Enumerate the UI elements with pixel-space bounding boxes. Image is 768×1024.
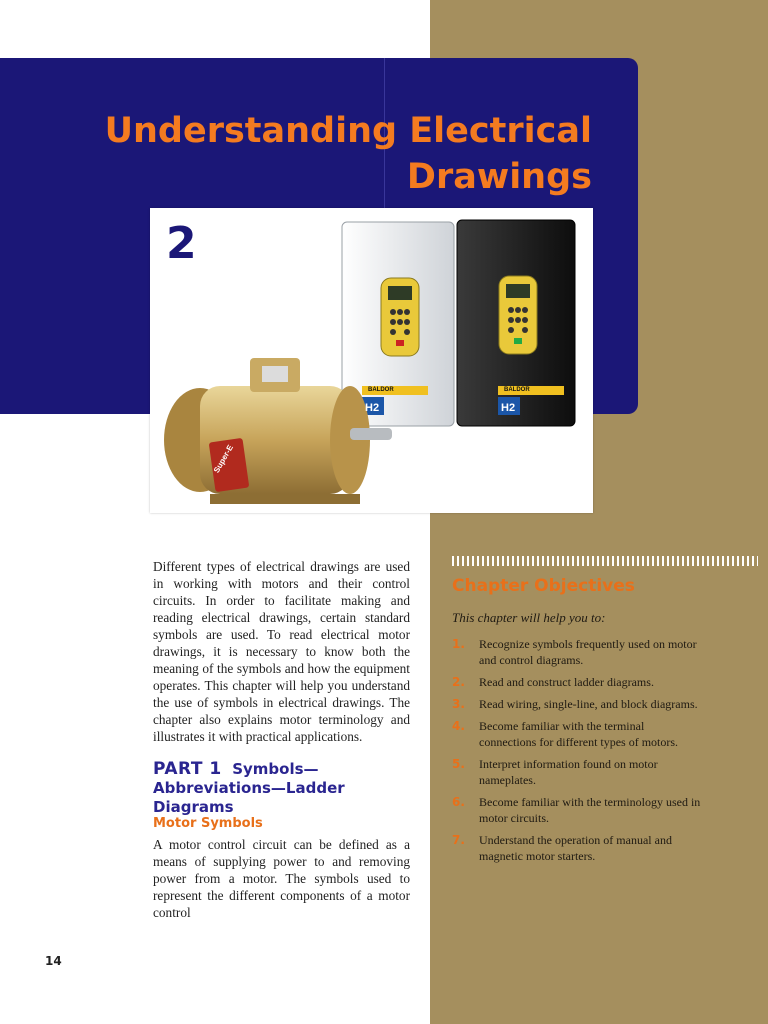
objective-item bbox=[452, 674, 702, 690]
white-drive-brand-label: BALDOR bbox=[368, 387, 394, 393]
chapter-title bbox=[72, 108, 592, 200]
objectives-heading: Chapter Objectives bbox=[452, 576, 635, 596]
objective-item bbox=[452, 636, 702, 668]
part-heading bbox=[153, 760, 423, 817]
black-drive-model-label: H2 bbox=[501, 402, 516, 414]
objective-number: 2. bbox=[452, 675, 465, 689]
objective-item bbox=[452, 696, 702, 712]
objectives-list bbox=[452, 636, 702, 870]
section-heading: Motor Symbols bbox=[153, 816, 263, 831]
objective-item bbox=[452, 756, 702, 788]
objective-item bbox=[452, 718, 702, 750]
motor-brand-label: Super-E bbox=[211, 443, 236, 475]
motor-and-drives-image bbox=[150, 208, 593, 513]
part-title: Symbols—Abbreviations—Ladder Diagrams bbox=[153, 760, 345, 816]
black-drive-brand-label: BALDOR bbox=[504, 387, 530, 393]
objective-text: Interpret information found on motor nameplates. bbox=[479, 757, 658, 787]
part-label: PART 1 bbox=[153, 759, 222, 779]
chapter-title-line-1: Understanding Electrical bbox=[104, 111, 592, 151]
objective-number: 1. bbox=[452, 637, 465, 651]
objectives-intro: This chapter will help you to: bbox=[452, 610, 606, 625]
objective-item bbox=[452, 794, 702, 826]
chapter-number: 2 bbox=[166, 218, 197, 269]
objective-text: Understand the operation of manual and magnetic motor starters. bbox=[479, 833, 672, 863]
intro-paragraph: Different types of electrical drawings are used in working with motors and their control circuits. In order to facilitate making and reading electrical drawings, certain standard symbols are used. To read electrical motor drawings, it is necessary to know both the meaning of the symbols and how the equipment operates. This chapter will help you understand the use of symbols in electrical drawings. The chapter also explains motor terminology and illustrates it with practical applications. bbox=[153, 559, 410, 744]
objective-number: 6. bbox=[452, 795, 465, 809]
objective-text: Recognize symbols frequently used on motor and control diagrams. bbox=[479, 637, 697, 667]
objective-item bbox=[452, 832, 702, 864]
chapter-photo bbox=[150, 208, 593, 513]
page-number: 14 bbox=[45, 954, 62, 968]
objective-number: 7. bbox=[452, 833, 465, 847]
objective-number: 5. bbox=[452, 757, 465, 771]
objective-text: Read wiring, single-line, and block diagrams. bbox=[479, 697, 698, 711]
objective-number: 3. bbox=[452, 697, 465, 711]
objective-text: Become familiar with the terminal connections for different types of motors. bbox=[479, 719, 679, 749]
white-drive-model-label: H2 bbox=[365, 402, 380, 414]
section-paragraph: A motor control circuit can be defined as a means of supplying power to and removing power from a motor. The symbols used to represent the different components of a motor control bbox=[153, 837, 410, 920]
chapter-title-line-2: Drawings bbox=[406, 157, 592, 197]
objective-text: Become familiar with the terminology used in motor circuits. bbox=[479, 795, 701, 825]
objective-number: 4. bbox=[452, 719, 465, 733]
black-drive-unit bbox=[457, 220, 575, 426]
objective-text: Read and construct ladder diagrams. bbox=[479, 675, 654, 689]
objectives-decorative-rule bbox=[452, 556, 758, 566]
